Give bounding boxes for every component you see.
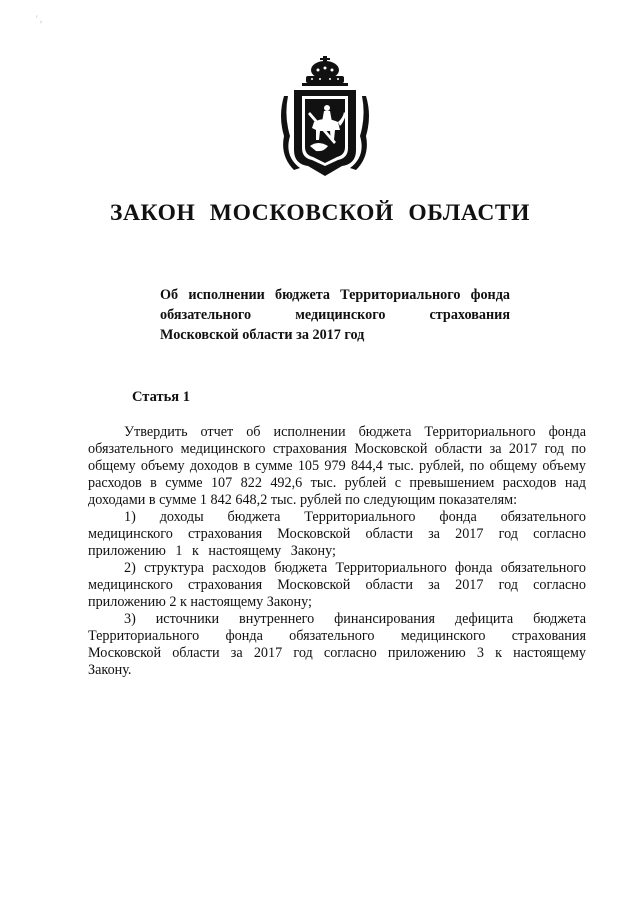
list-item: 3) источники внутреннего финансирования дефицита бюджета Территориального фонда обязательного медицинского страхования Московской области за 2017 год согласно приложению 3 к настоящему Закону. [88,611,586,678]
law-subject [160,285,510,345]
article-body [88,424,586,679]
list-item: 1) доходы бюджета Территориального фонда обязательного медицинского страхования Московской области за 2017 год согласно приложению 1 к настоящему Закону; [88,509,586,559]
intro-paragraph: Утвердить отчет об исполнении бюджета Территориального фонда обязательного медицинского страхования Московской области за 2017 год по общему объему доходов в сумме 105 979 844,4 тыс. рублей, по общему объему расходов в сумме 107 822 492,6 тыс. рублей с превышением расходов над доходами в сумме 1 842 648,2 тыс. рублей по следующим показателям: [88,424,586,508]
article-heading: Статья 1 [132,389,190,405]
coat-of-arms-icon [280,56,370,178]
list-item: 2) структура расходов бюджета Территориального фонда обязательного медицинского страхования Московской области за 2017 год согласно приложению 2 к настоящему Закону; [88,560,586,610]
subject-line: обязательного медицинского страхования [160,307,510,323]
subject-line: Об исполнении бюджета Территориального фонда [160,287,510,303]
subject-line: Московской области за 2017 год [160,327,365,343]
scan-mark: ' , [36,14,43,24]
document-title: ЗАКОН МОСКОВСКОЙ ОБЛАСТИ [109,200,531,226]
